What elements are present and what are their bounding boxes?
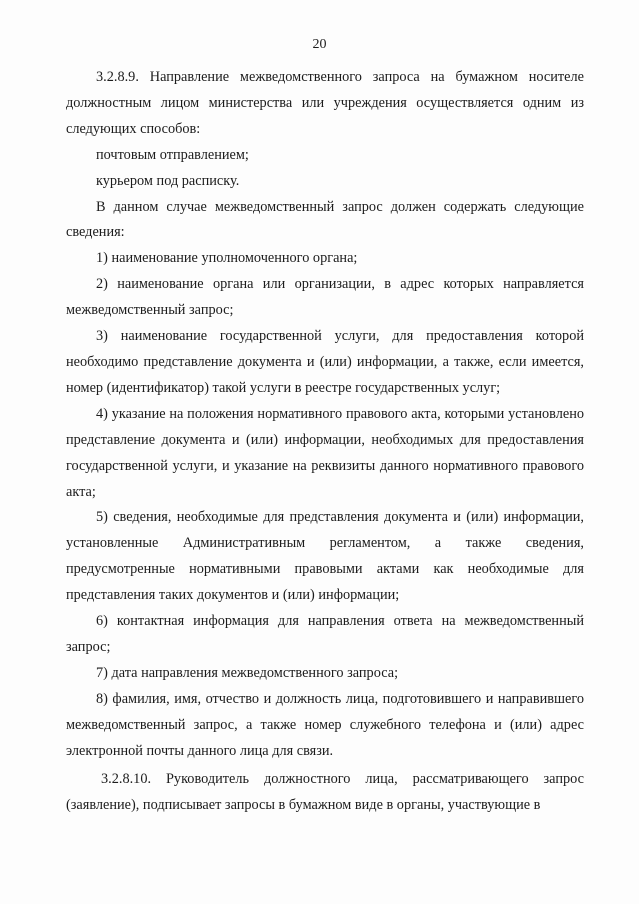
list-item-1: 1) наименование уполномоченного органа; — [96, 250, 358, 267]
list-item-7: 7) дата направления межведомственного запроса; — [96, 664, 399, 681]
list-item-post: почтовым отправлением; — [96, 146, 249, 163]
document-body — [66, 65, 584, 819]
list-item-8: 8) фамилия, имя, отчество и должность лица, подготовившего и направившего межведомственный запрос, а также номер служебного телефона и (или) адрес электронной почты данного лица для связи. — [66, 690, 584, 759]
list-item-4: 4) указание на положения нормативного правового акта, которыми установлено представление документа и (или) информации, необходимых для предоставления государственной услуги, и указание на реквизиты данного нормативного правового акта; — [66, 405, 584, 500]
list-item-6: 6) контактная информация для направления ответа на межведомственный запрос; — [66, 613, 584, 655]
paragraph-3-2-8-9: 3.2.8.9. Направление межведомственного запроса на бумажном носителе должностным лицом министерства или учреждения осуществляется одним из следующих способов: — [66, 69, 584, 137]
list-item-2: 2) наименование органа или организации, в адрес которых направляется межведомственный запрос; — [66, 276, 584, 319]
list-item-5: 5) сведения, необходимые для представления документа и (или) информации, установленные Административным регламентом, а также сведения, предусмотренные нормативными правовыми актами как необходимые для представления таких документов и (или) информации; — [66, 509, 584, 604]
paragraph-request-contents: В данном случае межведомственный запрос должен содержать следующие сведения: — [66, 198, 584, 241]
list-item-courier: курьером под расписку. — [96, 172, 240, 189]
paragraph-3-2-8-10: 3.2.8.10. Руководитель должностного лица, рассматривающего запрос (заявление), подписывает запросы в бумажном виде в органы, участвующие в — [66, 771, 584, 814]
page-number: 20 — [312, 37, 327, 52]
list-item-3: 3) наименование государственной услуги, для предоставления которой необходимо представление документа и (или) информации, а также, если имеется, номер (идентификатор) такой услуги в реестре государственных услуг; — [66, 328, 584, 396]
